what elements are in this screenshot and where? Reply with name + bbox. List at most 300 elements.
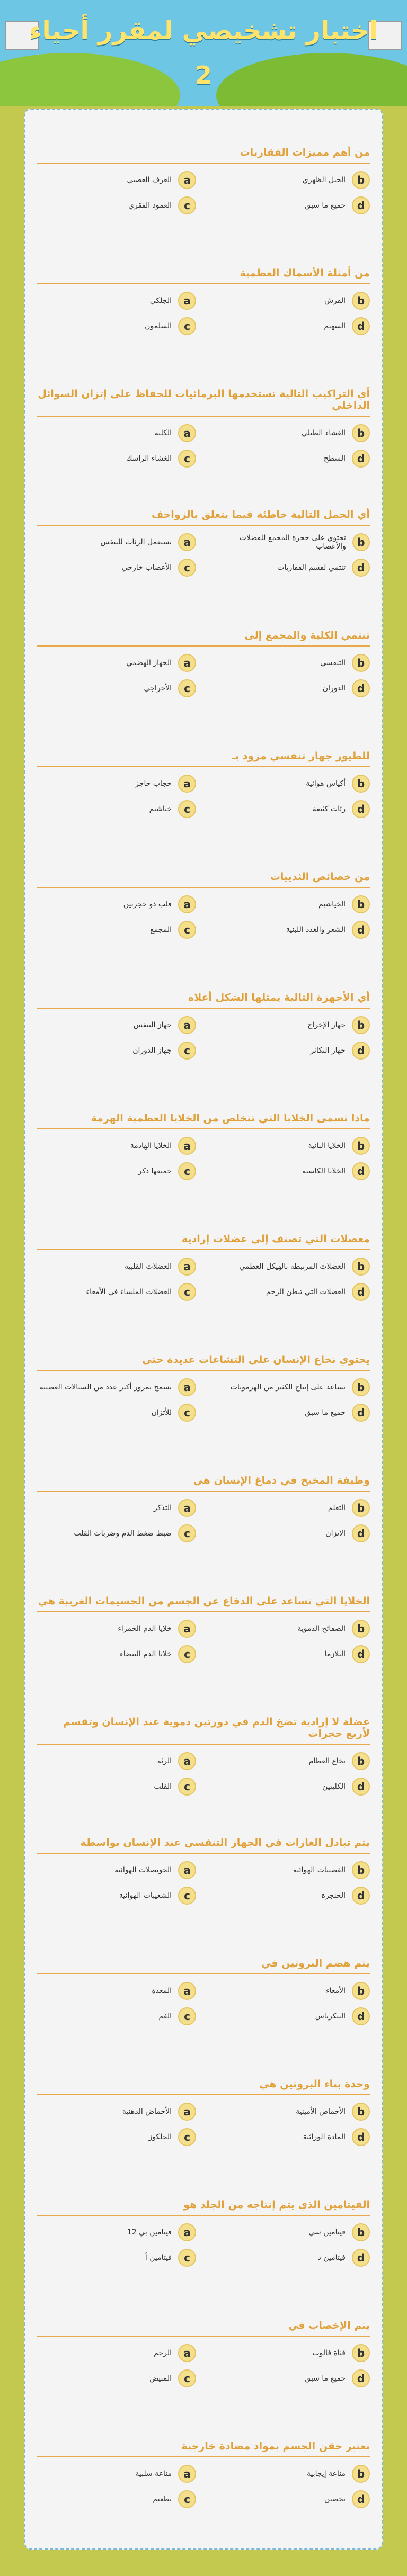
options-row bbox=[37, 1404, 370, 1422]
option-text: خلايا الدم الحمراء bbox=[118, 1624, 172, 1633]
option-letter-badge: d bbox=[352, 800, 370, 818]
option-letter-badge: b bbox=[352, 1137, 370, 1155]
option-text: الجهاز الهضمي bbox=[126, 659, 172, 667]
option-letter-badge: d bbox=[352, 559, 370, 577]
question-block bbox=[37, 750, 370, 818]
option-letter-badge: a bbox=[178, 1861, 196, 1879]
option-text: السطح bbox=[323, 454, 346, 463]
question-text: وظيفة المخيخ في دماغ الإنسان هي bbox=[37, 1475, 370, 1492]
option-letter-badge: b bbox=[352, 1016, 370, 1034]
option-text: البنكرياس bbox=[315, 2012, 346, 2021]
option-text: تستعمل الرئات للتنفس bbox=[100, 538, 172, 546]
option-d[interactable] bbox=[211, 1778, 370, 1796]
option-letter-badge: a bbox=[178, 1016, 196, 1034]
options-row bbox=[37, 424, 370, 442]
option-letter-badge: b bbox=[352, 2223, 370, 2241]
question-text: ماذا تسمى الخلايا التي تتخلص من الخلايا العظمية الهرمة bbox=[37, 1112, 370, 1129]
option-a[interactable] bbox=[37, 424, 196, 442]
option-text: جهاز الإخراج bbox=[307, 1021, 346, 1029]
option-d[interactable] bbox=[211, 2490, 370, 2508]
option-letter-badge: b bbox=[352, 1620, 370, 1638]
question-text: يحتوي نخاع الإنسان على التشاعات عديدة حتى bbox=[37, 1354, 370, 1371]
option-b[interactable] bbox=[211, 2223, 370, 2241]
option-letter-badge: d bbox=[352, 2249, 370, 2267]
option-c[interactable] bbox=[37, 1162, 196, 1180]
option-text: الحويصلات الهوائية bbox=[114, 1866, 172, 1874]
option-text: الخلايا الكاسية bbox=[302, 1167, 346, 1175]
option-b[interactable] bbox=[211, 1861, 370, 1879]
option-d[interactable] bbox=[211, 196, 370, 214]
option-a[interactable] bbox=[37, 1258, 196, 1276]
option-text: المعدة bbox=[152, 1987, 172, 1995]
option-text: المبيض bbox=[149, 2374, 172, 2383]
option-d[interactable] bbox=[211, 1404, 370, 1422]
option-c[interactable] bbox=[37, 679, 196, 697]
option-d[interactable] bbox=[211, 679, 370, 697]
question-block bbox=[37, 630, 370, 697]
option-text: الأخراجي bbox=[144, 684, 172, 693]
quiz-container bbox=[24, 109, 383, 2550]
options-row bbox=[37, 679, 370, 697]
option-letter-badge: b bbox=[352, 2344, 370, 2362]
option-text: الخلايا البانية bbox=[308, 1142, 346, 1150]
option-d[interactable] bbox=[211, 317, 370, 335]
option-text: الخلايا الهادمة bbox=[130, 1142, 172, 1150]
page-title: اختبار تشخيصي لمقرر أحياء bbox=[29, 16, 378, 46]
option-text: العضلات التي تبطن الرحم bbox=[266, 1288, 346, 1296]
option-c[interactable] bbox=[37, 1404, 196, 1422]
option-text: الفم bbox=[158, 2012, 172, 2021]
question-block bbox=[37, 2078, 370, 2146]
option-letter-badge: b bbox=[352, 2465, 370, 2483]
question-text: وحدة بناء البروتين هي bbox=[37, 2078, 370, 2095]
option-letter-badge: a bbox=[178, 775, 196, 793]
option-b[interactable] bbox=[211, 1258, 370, 1276]
question-block bbox=[37, 1595, 370, 1663]
question-block bbox=[37, 1475, 370, 1542]
option-d[interactable] bbox=[211, 921, 370, 939]
option-letter-badge: c bbox=[178, 2249, 196, 2267]
question-text: من أمثلة الأسماك العظمية bbox=[37, 267, 370, 284]
option-letter-badge: c bbox=[178, 1283, 196, 1301]
question-text: للطيور جهاز تنفسي مزود بـ bbox=[37, 750, 370, 767]
option-letter-badge: c bbox=[178, 2490, 196, 2508]
option-letter-badge: a bbox=[178, 1258, 196, 1276]
option-a[interactable] bbox=[37, 2344, 196, 2362]
option-text: الجلكوز bbox=[148, 2133, 172, 2141]
option-c[interactable] bbox=[37, 196, 196, 214]
option-letter-badge: a bbox=[178, 171, 196, 189]
option-text: الكليتين bbox=[322, 1782, 346, 1791]
options-row bbox=[37, 1137, 370, 1155]
option-text: قناة فالوب bbox=[312, 2349, 346, 2357]
option-text: الحنجرة bbox=[321, 1891, 346, 1900]
option-c[interactable] bbox=[37, 1778, 196, 1796]
option-letter-badge: d bbox=[352, 1283, 370, 1301]
option-a[interactable] bbox=[37, 171, 196, 189]
option-text: يسمح بمرور أكبر عدد من السيالات العصبية bbox=[39, 1383, 172, 1392]
option-letter-badge: d bbox=[352, 317, 370, 335]
option-a[interactable] bbox=[37, 533, 196, 551]
question-text: الفيتامين الذي يتم إنتاجه من الجلد هو bbox=[37, 2199, 370, 2216]
option-letter-badge: c bbox=[178, 2369, 196, 2387]
option-letter-badge: d bbox=[352, 196, 370, 214]
option-c[interactable] bbox=[37, 2249, 196, 2267]
option-letter-badge: c bbox=[178, 2128, 196, 2146]
option-text: الغشاء الراسك bbox=[126, 454, 172, 463]
option-d[interactable] bbox=[211, 1645, 370, 1663]
option-d[interactable] bbox=[211, 2007, 370, 2025]
option-text: رئات كثيفة bbox=[312, 805, 346, 813]
option-text: التنفسي bbox=[320, 659, 346, 667]
question-text: عضلة لا إرادية تضخ الدم في دورتين دموية عند الإنسان وتقسم لأربع حجرات bbox=[37, 1716, 370, 1745]
option-letter-badge: c bbox=[178, 1404, 196, 1422]
option-text: البلازما bbox=[324, 1650, 346, 1658]
question-text: من أهم مميزات الفقاريات bbox=[37, 147, 370, 164]
option-letter-badge: c bbox=[178, 1524, 196, 1542]
option-letter-badge: b bbox=[352, 171, 370, 189]
options-row bbox=[37, 1162, 370, 1180]
question-block bbox=[37, 2199, 370, 2267]
question-block bbox=[37, 147, 370, 214]
option-letter-badge: c bbox=[178, 1042, 196, 1060]
option-a[interactable] bbox=[37, 292, 196, 310]
options-row bbox=[37, 1378, 370, 1396]
options-row bbox=[37, 1258, 370, 1276]
option-text: التذكر bbox=[153, 1504, 172, 1512]
option-letter-badge: b bbox=[352, 424, 370, 442]
option-letter-badge: b bbox=[352, 1378, 370, 1396]
options-row bbox=[37, 171, 370, 189]
question-block bbox=[37, 1958, 370, 2025]
option-letter-badge: b bbox=[352, 1258, 370, 1276]
question-block bbox=[37, 388, 370, 468]
option-letter-badge: a bbox=[178, 2103, 196, 2121]
options-row bbox=[37, 2223, 370, 2241]
option-letter-badge: b bbox=[352, 292, 370, 310]
option-letter-badge: b bbox=[352, 2103, 370, 2121]
option-letter-badge: a bbox=[178, 533, 196, 551]
options-row bbox=[37, 2128, 370, 2146]
option-text: تحتوي على حجرة المجمع للفضلات والأعصاب bbox=[239, 534, 346, 551]
option-c[interactable] bbox=[37, 2007, 196, 2025]
question-text: بعتبر حقن الجسم بمواد مضادة خارجية bbox=[37, 2440, 370, 2457]
quiz-number: 2 bbox=[194, 61, 212, 89]
options-row bbox=[37, 1645, 370, 1663]
option-text: تحصين bbox=[324, 2495, 346, 2503]
option-a[interactable] bbox=[37, 2465, 196, 2483]
option-a[interactable] bbox=[37, 1752, 196, 1770]
options-row bbox=[37, 2103, 370, 2121]
option-b[interactable] bbox=[211, 292, 370, 310]
option-text: العضلات الملساء في الأمعاء bbox=[86, 1288, 172, 1296]
option-a[interactable] bbox=[37, 1620, 196, 1638]
question-text: أي الجمل التالية خاطئة فيما يتعلق بالزواحف bbox=[37, 509, 370, 526]
option-a[interactable] bbox=[37, 654, 196, 672]
option-text: أكياس هوائية bbox=[306, 779, 346, 788]
option-c[interactable] bbox=[37, 2490, 196, 2508]
header-banner bbox=[0, 0, 407, 106]
options-row bbox=[37, 1016, 370, 1034]
option-text: تنتمي لقسم الفقاريات bbox=[277, 563, 346, 572]
option-letter-badge: b bbox=[352, 654, 370, 672]
option-text: القرش bbox=[324, 297, 346, 305]
option-text: الرحم bbox=[154, 2349, 172, 2357]
option-letter-badge: b bbox=[352, 533, 370, 551]
option-text: الجلكي bbox=[149, 297, 172, 305]
option-text: ضبط ضغط الدم وضربات القلب bbox=[74, 1529, 172, 1538]
option-letter-badge: b bbox=[352, 775, 370, 793]
option-letter-badge: d bbox=[352, 1887, 370, 1905]
option-text: العرف العصبي bbox=[127, 176, 172, 184]
options-row bbox=[37, 1524, 370, 1542]
option-text: السهيم bbox=[324, 322, 346, 330]
option-letter-badge: a bbox=[178, 1137, 196, 1155]
option-text: الدوران bbox=[322, 684, 346, 693]
option-text: حجاب حاجز bbox=[135, 779, 172, 788]
option-text: فيتامين سي bbox=[308, 2228, 346, 2237]
option-b[interactable] bbox=[211, 1499, 370, 1517]
option-b[interactable] bbox=[211, 1982, 370, 2000]
option-letter-badge: d bbox=[352, 450, 370, 468]
option-d[interactable] bbox=[211, 1042, 370, 1060]
question-text: من خصائص الثدييات bbox=[37, 871, 370, 888]
option-letter-badge: c bbox=[178, 317, 196, 335]
option-a[interactable] bbox=[37, 2103, 196, 2121]
options-row bbox=[37, 1042, 370, 1060]
option-a[interactable] bbox=[37, 775, 196, 793]
option-c[interactable] bbox=[37, 2128, 196, 2146]
question-block bbox=[37, 871, 370, 939]
option-text: الأمعاء bbox=[326, 1987, 346, 1995]
option-letter-badge: b bbox=[352, 1499, 370, 1517]
question-block bbox=[37, 992, 370, 1060]
options-row bbox=[37, 2369, 370, 2387]
options-row bbox=[37, 292, 370, 310]
option-b[interactable] bbox=[211, 2465, 370, 2483]
option-letter-badge: a bbox=[178, 1378, 196, 1396]
option-b[interactable] bbox=[211, 424, 370, 442]
option-text: جميع ما سبق bbox=[305, 201, 346, 210]
options-row bbox=[37, 895, 370, 913]
options-row bbox=[37, 559, 370, 577]
option-b[interactable] bbox=[211, 1016, 370, 1034]
options-row bbox=[37, 450, 370, 468]
option-a[interactable] bbox=[37, 1982, 196, 2000]
options-row bbox=[37, 1752, 370, 1770]
option-letter-badge: d bbox=[352, 2490, 370, 2508]
option-b[interactable] bbox=[211, 2103, 370, 2121]
option-d[interactable] bbox=[211, 1162, 370, 1180]
option-b[interactable] bbox=[211, 1620, 370, 1638]
option-text: العضلات المرتبطة بالهيكل العظمي bbox=[239, 1262, 346, 1271]
option-b[interactable] bbox=[211, 171, 370, 189]
option-letter-badge: d bbox=[352, 1645, 370, 1663]
option-letter-badge: a bbox=[178, 895, 196, 913]
option-letter-badge: c bbox=[178, 559, 196, 577]
options-row bbox=[37, 2490, 370, 2508]
question-text: تنتمي الكلية والمجمع إلى bbox=[37, 630, 370, 647]
option-letter-badge: d bbox=[352, 2128, 370, 2146]
option-letter-badge: a bbox=[178, 2223, 196, 2241]
option-c[interactable] bbox=[37, 559, 196, 577]
option-c[interactable] bbox=[37, 1887, 196, 1905]
option-text: الأعصاب خارجي bbox=[121, 563, 172, 572]
option-text: نخاع العظام bbox=[308, 1757, 346, 1765]
option-letter-badge: a bbox=[178, 2465, 196, 2483]
option-text: جهاز التنفس bbox=[133, 1021, 172, 1029]
option-text: الكلية bbox=[154, 429, 172, 437]
option-letter-badge: d bbox=[352, 1042, 370, 1060]
option-text: مناعة إيجابية bbox=[306, 2470, 346, 2478]
option-c[interactable] bbox=[37, 1645, 196, 1663]
option-text: الصفائح الدموية bbox=[297, 1624, 346, 1633]
option-text: القلب bbox=[154, 1782, 172, 1791]
option-letter-badge: c bbox=[178, 1162, 196, 1180]
question-block bbox=[37, 1112, 370, 1180]
options-row bbox=[37, 533, 370, 551]
option-text: الأحماض الأمينية bbox=[296, 2107, 346, 2116]
option-text: جميعها ذكر bbox=[138, 1167, 172, 1175]
options-row bbox=[37, 654, 370, 672]
option-letter-badge: c bbox=[178, 1887, 196, 1905]
option-text: قلب ذو حجرتين bbox=[123, 900, 172, 909]
option-d[interactable] bbox=[211, 2128, 370, 2146]
option-text: العضلات القلبية bbox=[125, 1262, 172, 1271]
option-c[interactable] bbox=[37, 1524, 196, 1542]
option-letter-badge: c bbox=[178, 2007, 196, 2025]
option-letter-badge: b bbox=[352, 1982, 370, 2000]
option-text: للأتزان bbox=[151, 1408, 172, 1417]
question-text: أي الأجهزة التالية يمثلها الشكل أعلاه bbox=[37, 992, 370, 1009]
option-d[interactable] bbox=[211, 1887, 370, 1905]
question-block bbox=[37, 1837, 370, 1905]
option-d[interactable] bbox=[211, 1524, 370, 1542]
option-d[interactable] bbox=[211, 2369, 370, 2387]
option-letter-badge: d bbox=[352, 679, 370, 697]
options-row bbox=[37, 2344, 370, 2362]
option-text: تطعيم bbox=[153, 2495, 172, 2503]
option-letter-badge: a bbox=[178, 424, 196, 442]
option-c[interactable] bbox=[37, 921, 196, 939]
option-a[interactable] bbox=[37, 895, 196, 913]
option-c[interactable] bbox=[37, 317, 196, 335]
option-text: جهاز الدوران bbox=[132, 1046, 172, 1055]
option-a[interactable] bbox=[37, 1378, 196, 1396]
option-b[interactable] bbox=[211, 533, 370, 551]
question-block bbox=[37, 267, 370, 335]
option-letter-badge: d bbox=[352, 1778, 370, 1796]
option-text: التعلم bbox=[328, 1504, 346, 1512]
option-b[interactable] bbox=[211, 895, 370, 913]
option-d[interactable] bbox=[211, 559, 370, 577]
question-text: أي التراكيب التالية تستخدمها البرمائيات للحفاظ على إتزان السوائل الداخلي bbox=[37, 388, 370, 417]
question-block bbox=[37, 2320, 370, 2387]
option-letter-badge: b bbox=[352, 1861, 370, 1879]
option-c[interactable] bbox=[37, 1283, 196, 1301]
option-d[interactable] bbox=[211, 2249, 370, 2267]
option-text: السلمون bbox=[145, 322, 172, 330]
question-block bbox=[37, 1716, 370, 1796]
option-c[interactable] bbox=[37, 2369, 196, 2387]
option-c[interactable] bbox=[37, 800, 196, 818]
option-b[interactable] bbox=[211, 2344, 370, 2362]
option-b[interactable] bbox=[211, 1137, 370, 1155]
options-row bbox=[37, 196, 370, 214]
option-b[interactable] bbox=[211, 1378, 370, 1396]
option-letter-badge: b bbox=[352, 895, 370, 913]
option-a[interactable] bbox=[37, 1137, 196, 1155]
options-row bbox=[37, 1861, 370, 1879]
option-d[interactable] bbox=[211, 800, 370, 818]
option-letter-badge: d bbox=[352, 1524, 370, 1542]
question-block bbox=[37, 1233, 370, 1301]
options-row bbox=[37, 2465, 370, 2483]
options-row bbox=[37, 1778, 370, 1796]
option-text: فيتامين أ bbox=[145, 2254, 172, 2262]
option-text: فيتامين د bbox=[317, 2254, 346, 2262]
question-text: معصلات التي تصنف إلى عضلات إرادية bbox=[37, 1233, 370, 1250]
option-text: فيتامين بي 12 bbox=[127, 2228, 172, 2237]
question-text: يتم تبادل الغازات في الجهاز التنفسي عند الإنسان بواسطة bbox=[37, 1837, 370, 1854]
options-row bbox=[37, 1620, 370, 1638]
option-letter-badge: c bbox=[178, 1645, 196, 1663]
option-a[interactable] bbox=[37, 1016, 196, 1034]
option-letter-badge: a bbox=[178, 292, 196, 310]
question-text: يتم هضم البروتين في bbox=[37, 1958, 370, 1974]
options-row bbox=[37, 1887, 370, 1905]
option-b[interactable] bbox=[211, 654, 370, 672]
question-text: يتم الإخصاب في bbox=[37, 2320, 370, 2337]
option-text: تساعد على إنتاج الكثير من الهرمونات bbox=[230, 1383, 346, 1392]
option-b[interactable] bbox=[211, 775, 370, 793]
question-block bbox=[37, 2440, 370, 2508]
option-text: الشعر والغدد اللبنية bbox=[286, 926, 346, 934]
option-letter-badge: d bbox=[352, 1404, 370, 1422]
option-d[interactable] bbox=[211, 450, 370, 468]
options-row bbox=[37, 775, 370, 793]
option-letter-badge: d bbox=[352, 921, 370, 939]
option-c[interactable] bbox=[37, 1042, 196, 1060]
option-a[interactable] bbox=[37, 1861, 196, 1879]
option-text: الشعيبات الهوائية bbox=[119, 1891, 172, 1900]
option-letter-badge: a bbox=[178, 1499, 196, 1517]
options-row bbox=[37, 2007, 370, 2025]
question-block bbox=[37, 509, 370, 577]
option-text: الحبل الظهري bbox=[302, 176, 346, 184]
option-text: جميع ما سبق bbox=[305, 1408, 346, 1417]
option-text: الغشاء الطبلي bbox=[302, 429, 346, 437]
option-letter-badge: d bbox=[352, 1162, 370, 1180]
option-text: جهاز التكاثر bbox=[310, 1046, 346, 1055]
option-b[interactable] bbox=[211, 1752, 370, 1770]
option-letter-badge: c bbox=[178, 921, 196, 939]
options-row bbox=[37, 1982, 370, 2000]
option-a[interactable] bbox=[37, 1499, 196, 1517]
option-letter-badge: c bbox=[178, 800, 196, 818]
option-a[interactable] bbox=[37, 2223, 196, 2241]
option-text: القصيبات الهوائية bbox=[293, 1866, 346, 1874]
option-letter-badge: b bbox=[352, 1752, 370, 1770]
option-text: المجمع bbox=[150, 926, 172, 934]
option-d[interactable] bbox=[211, 1283, 370, 1301]
option-letter-badge: d bbox=[352, 2369, 370, 2387]
option-text: الرئة bbox=[157, 1757, 172, 1765]
option-text: المادة الوراثية bbox=[303, 2133, 346, 2141]
option-c[interactable] bbox=[37, 450, 196, 468]
option-letter-badge: c bbox=[178, 1778, 196, 1796]
option-text: خلايا الدم البيضاء bbox=[120, 1650, 172, 1658]
